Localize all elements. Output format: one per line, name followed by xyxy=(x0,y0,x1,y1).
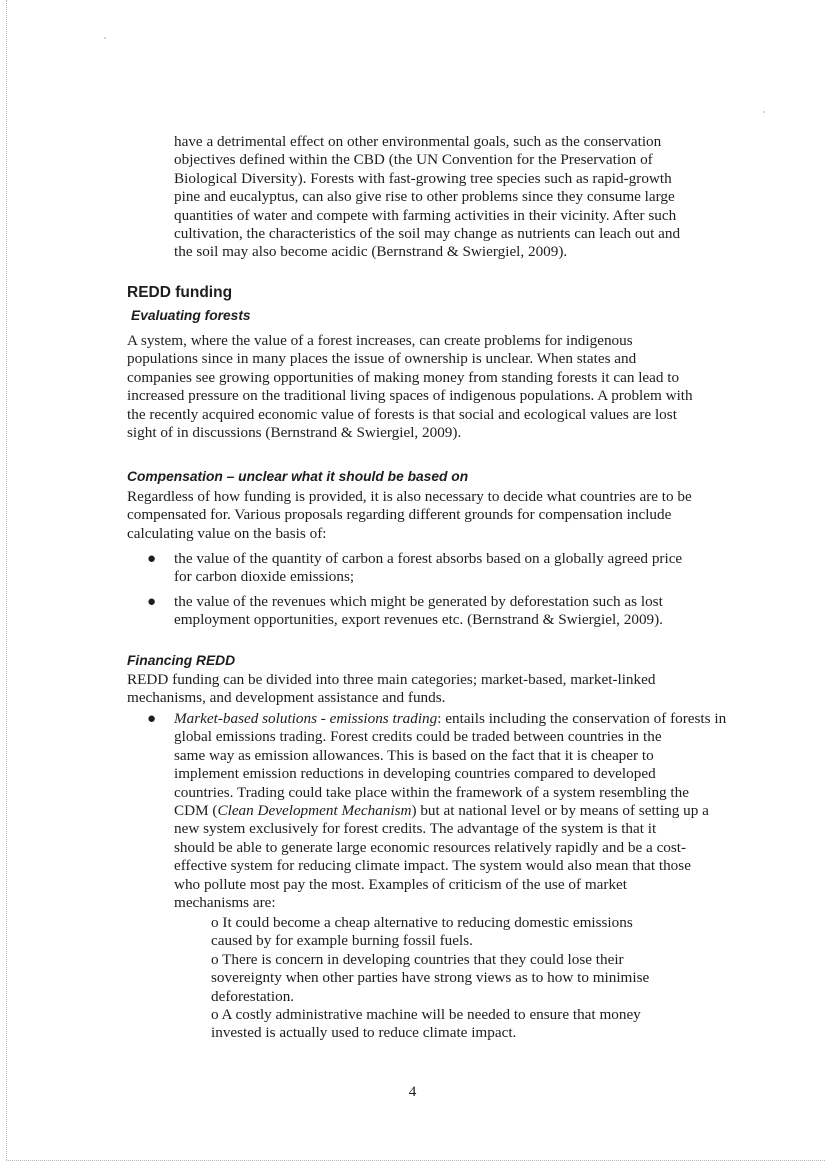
text-line: compensated for. Various proposals regarding different grounds for compensation include xyxy=(127,506,672,524)
text-line: deforestation. xyxy=(211,987,295,1005)
text-line: Regardless of how funding is provided, it is also necessary to decide what countries are to be xyxy=(127,488,692,505)
intro-paragraph xyxy=(174,133,680,262)
cdm-suffix: ) but at national level or by means of setting up a xyxy=(411,802,709,820)
page-number: 4 xyxy=(408,1083,417,1100)
text-line: sovereignty when other parties have strong views as to how to minimise xyxy=(211,969,650,987)
text-line: same way as emission allowances. This is based on the fact that it is cheaper to xyxy=(174,746,654,764)
text-line: pine and eucalyptus, can also give rise to other problems since they consume large xyxy=(174,188,675,206)
text-line: cultivation, the characteristics of the soil may change as nutrients can leach out and xyxy=(174,225,681,243)
text-line: companies see growing opportunities of making money from standing forests it can lead to xyxy=(127,368,680,386)
text-line: who pollute most pay the most. Examples of criticism of the use of market xyxy=(174,875,627,893)
subheading-compensation: Compensation – unclear what it should be based on xyxy=(127,469,469,484)
compensation-paragraph xyxy=(127,488,692,543)
cdm-prefix: CDM ( xyxy=(174,802,218,820)
text-line: increased pressure on the traditional living spaces of indigenous populations. A problem with xyxy=(127,387,693,405)
criticism-item: o There is concern in developing countries that they could lose their xyxy=(211,950,624,968)
bullet-icon: ● xyxy=(147,711,157,727)
text-line: effective system for reducing climate impact. The system would also mean that those xyxy=(174,857,691,875)
text-line: sight of in discussions (Bernstrand & Swiergiel, 2009). xyxy=(127,424,462,442)
text-line: new system exclusively for forest credits. The advantage of the system is that it xyxy=(174,820,657,838)
text-line: the soil may also become acidic (Bernstrand & Swiergiel, 2009). xyxy=(174,243,568,261)
text-line: REDD funding can be divided into three main categories; market-based, market-linked xyxy=(127,671,656,688)
compensation-bullet xyxy=(147,550,683,587)
text-line: have a detrimental effect on other environmental goals, such as the conservation xyxy=(174,133,662,150)
text-line: the value of the quantity of carbon a forest absorbs based on a globally agreed price xyxy=(174,550,683,567)
bullet-icon: ● xyxy=(147,551,157,567)
text-line: employment opportunities, export revenues etc. (Bernstrand & Swiergiel, 2009). xyxy=(174,611,663,629)
text-line xyxy=(174,710,726,728)
scan-artifact xyxy=(104,37,106,39)
evaluating-paragraph xyxy=(127,332,693,442)
subheading-evaluating-forests: Evaluating forests xyxy=(131,308,251,323)
text-line: the value of the revenues which might be generated by deforestation such as lost xyxy=(174,593,663,610)
text-line: the recently acquired economic value of forests is that social and ecological values are lost xyxy=(127,405,677,423)
market-based-lead: : entails including the conservation of forests in xyxy=(437,710,727,727)
text-line: objectives defined within the CBD (the UN Convention for the Preservation of xyxy=(174,151,653,169)
page-border-left xyxy=(6,0,7,1160)
compensation-bullet xyxy=(147,593,663,630)
text-line: quantities of water and compete with farming activities in their vicinity. After such xyxy=(174,206,677,224)
text-line: global emissions trading. Forest credits could be traded between countries in the xyxy=(174,728,662,746)
bullet-icon: ● xyxy=(147,594,157,610)
text-line: implement emission reductions in developing countries compared to developed xyxy=(174,765,656,783)
text-line: A system, where the value of a forest increases, can create problems for indigenous xyxy=(127,332,633,349)
text-line: populations since in many places the issue of ownership is unclear. When states and xyxy=(127,350,637,368)
text-line: Biological Diversity). Forests with fast-growing tree species such as rapid-growth xyxy=(174,169,672,187)
text-line: should be able to generate large economic resources relatively rapidly and be a cost- xyxy=(174,838,687,856)
page-border-bottom xyxy=(6,1160,825,1161)
financing-paragraph xyxy=(127,671,655,708)
scan-artifact xyxy=(763,111,765,113)
section-heading: REDD funding xyxy=(127,284,233,301)
criticism-item: o A costly administrative machine will be needed to ensure that money xyxy=(211,1006,641,1024)
text-line: invested is actually used to reduce climate impact. xyxy=(211,1024,517,1042)
criticism-list xyxy=(211,914,649,1043)
text-line: calculating value on the basis of: xyxy=(127,524,327,542)
market-based-bullet xyxy=(147,710,727,912)
text-line: mechanisms are: xyxy=(174,894,276,912)
criticism-item: o It could become a cheap alternative to reducing domestic emissions xyxy=(211,914,633,931)
text-line: for carbon dioxide emissions; xyxy=(174,568,355,586)
text-line xyxy=(174,802,726,820)
text-line: mechanisms, and development assistance and funds. xyxy=(127,689,446,707)
text-line: caused by for example burning fossil fuels. xyxy=(211,932,473,950)
text-line: countries. Trading could take place within the framework of a system resembling the xyxy=(174,783,689,801)
subheading-financing: Financing REDD xyxy=(127,653,236,668)
market-based-term: Market-based solutions - emissions trading xyxy=(174,710,438,727)
cdm-term: Clean Development Mechanism xyxy=(217,802,412,820)
